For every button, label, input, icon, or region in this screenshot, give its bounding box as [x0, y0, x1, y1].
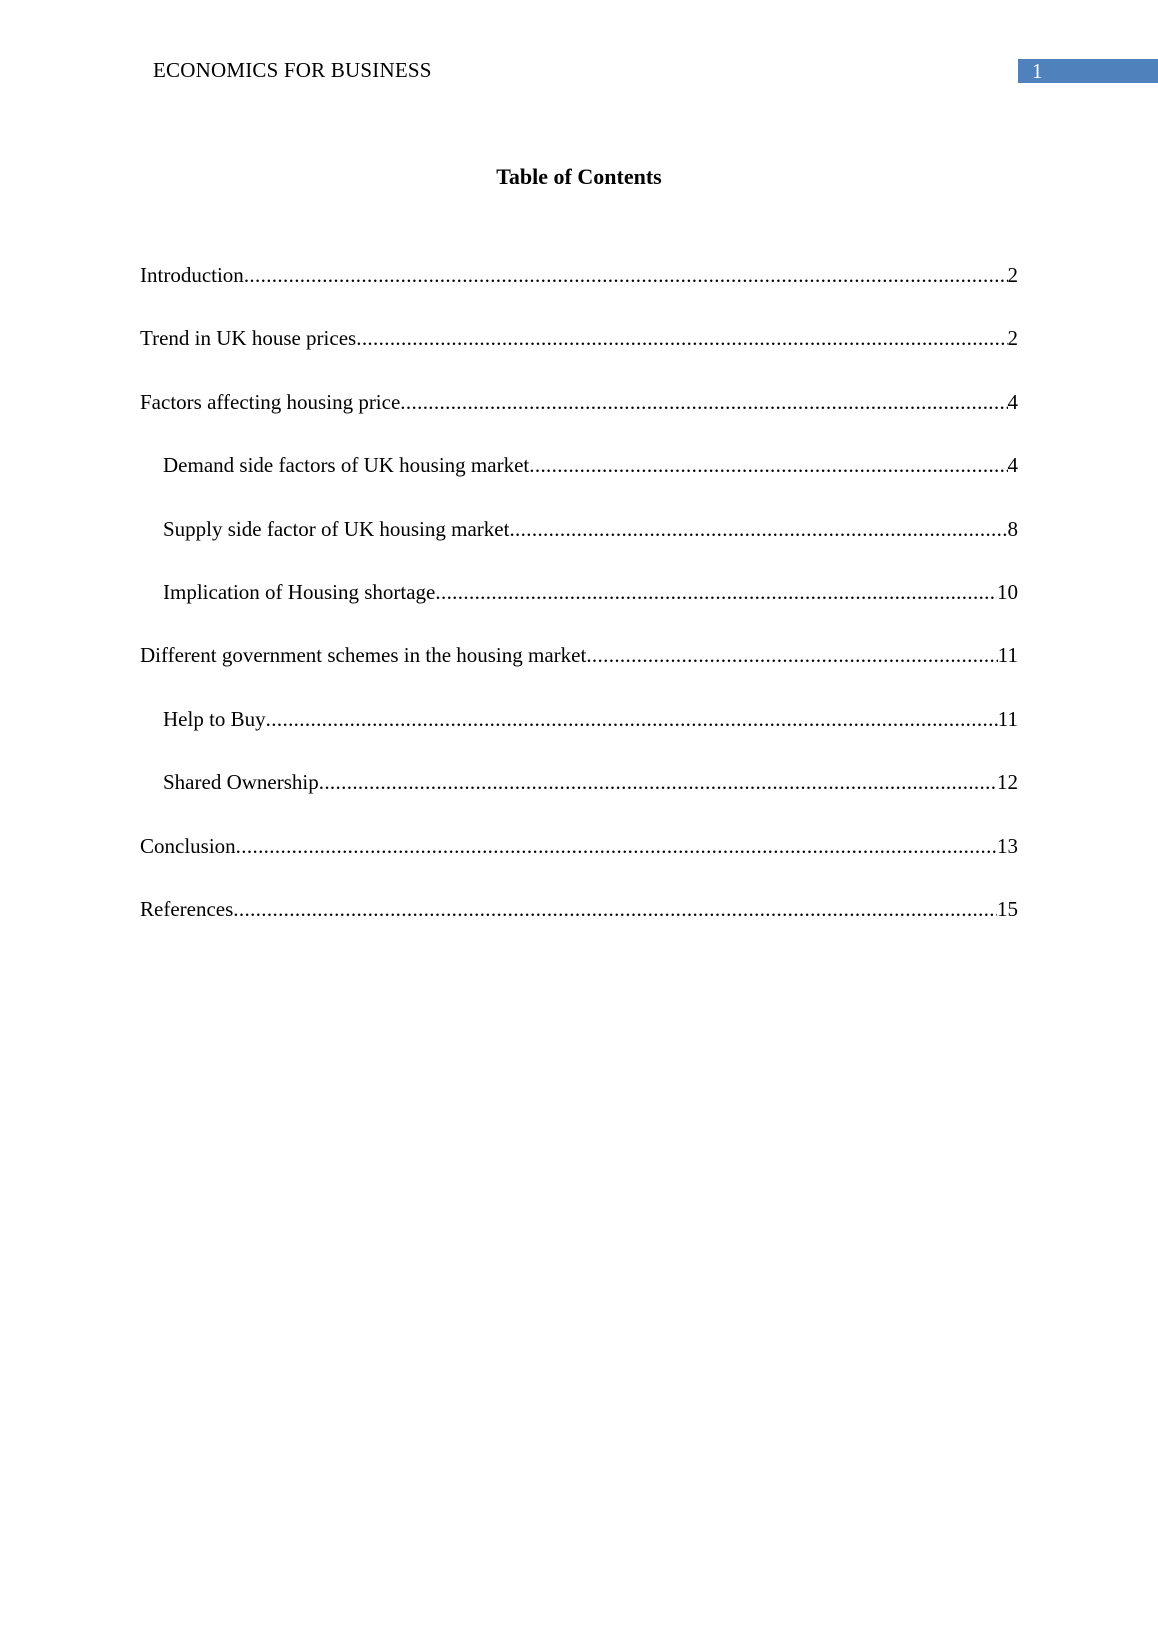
page-number-badge [1018, 59, 1158, 83]
toc-entry-page: 11 [997, 643, 1018, 668]
toc-entry-demand-side-factors[interactable] [140, 451, 1018, 514]
toc-entry-page: 12 [997, 770, 1018, 795]
dot-leader [509, 515, 1007, 543]
dot-leader [244, 261, 1008, 289]
toc-entry-page: 4 [1007, 389, 1018, 414]
dot-leader [233, 895, 997, 923]
dot-leader [529, 451, 1007, 479]
toc-entry-page: 8 [1007, 516, 1018, 541]
toc-entry-label: Introduction [140, 263, 244, 287]
toc-entry-references[interactable] [140, 895, 1018, 958]
toc-entry-label: Factors affecting housing price [140, 389, 401, 414]
toc-heading: Table of Contents [496, 164, 662, 189]
toc-entry-implication-of-housing-shortage[interactable] [140, 578, 1018, 641]
dot-leader [356, 324, 1007, 352]
toc-entry-label: Conclusion [140, 833, 236, 858]
toc-entry-page: 10 [997, 579, 1018, 604]
toc-entry-trend-in-uk-house-prices[interactable] [140, 324, 1018, 387]
dot-leader [400, 388, 1007, 416]
toc-entry-conclusion[interactable] [140, 832, 1018, 895]
toc-entry-label: Help to Buy [163, 706, 266, 731]
toc-entry-help-to-buy[interactable] [140, 705, 1018, 768]
toc-entry-factors-affecting-housing-price[interactable] [140, 388, 1018, 451]
toc-entry-supply-side-factor[interactable] [140, 515, 1018, 578]
toc-entry-label: References [140, 896, 234, 921]
toc-entry-label: Shared Ownership [163, 770, 319, 795]
toc-entry-label: Different government schemes in the housing market [140, 643, 587, 668]
dot-leader [266, 705, 998, 733]
dot-leader [586, 641, 997, 669]
toc-entry-shared-ownership[interactable] [140, 768, 1018, 831]
toc-entry-label: Supply side factor of UK housing market [163, 516, 510, 541]
toc-entry-label: Trend in UK house prices [140, 326, 357, 351]
toc-entry-page: 2 [1007, 326, 1018, 351]
toc-entry-label: Demand side factors of UK housing market [163, 453, 530, 478]
toc-entry-page: 13 [997, 833, 1018, 858]
table-of-contents [140, 261, 1018, 958]
toc-entry-page: 15 [997, 896, 1018, 921]
toc-entry-label: Implication of Housing shortage [163, 579, 436, 604]
running-header-title: ECONOMICS FOR BUSINESS [153, 58, 432, 82]
page-number: 1 [1032, 59, 1043, 83]
toc-entry-page: 11 [997, 706, 1018, 731]
toc-entry-page: 2 [1007, 263, 1018, 287]
dot-leader [236, 832, 997, 860]
toc-entry-introduction[interactable] [140, 261, 1018, 324]
toc-entry-government-schemes[interactable] [140, 641, 1018, 704]
dot-leader [319, 768, 997, 796]
dot-leader [435, 578, 997, 606]
toc-entry-page: 4 [1007, 453, 1018, 478]
